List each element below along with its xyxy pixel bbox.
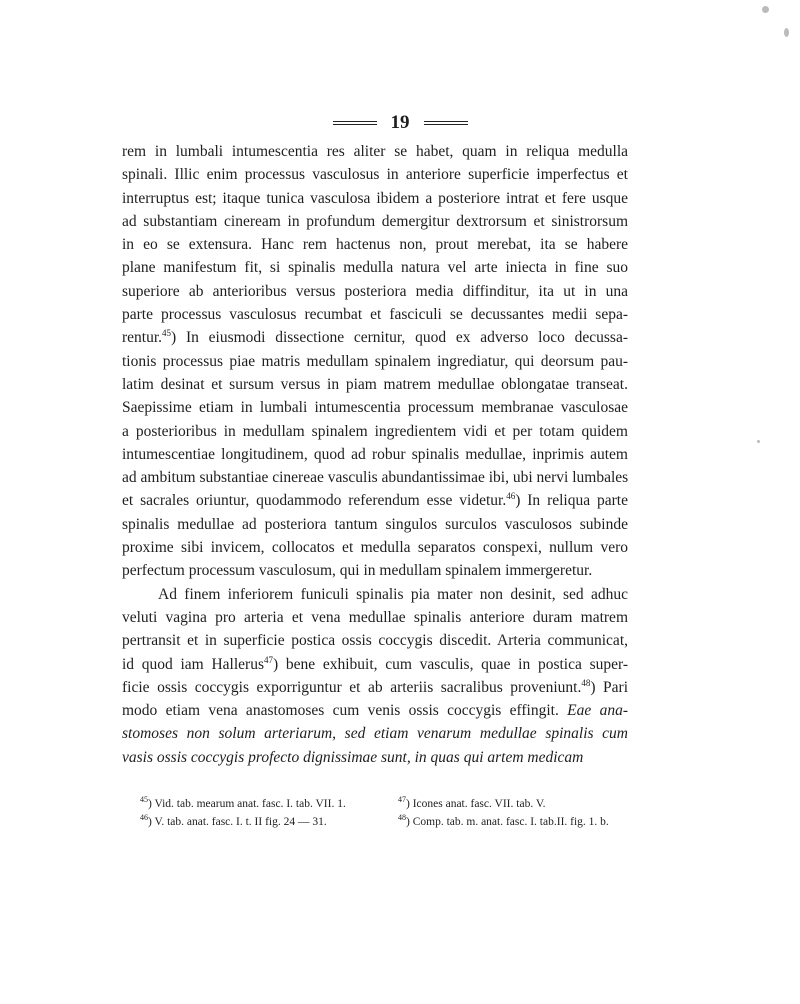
- footnote-text: ) Icones anat. fasc. VII. tab. V.: [406, 798, 546, 810]
- footnotes-left-column: [140, 795, 346, 831]
- footnote: [398, 795, 609, 813]
- text-line: ad ambitum substantiae cinereae vasculis abundantissimae ibi, ubi nervi lumbales: [122, 469, 629, 487]
- text-span: ) In eiusmodi dissectione cernitur, quod ex adverso loco decussa-: [171, 329, 628, 347]
- footnote: [398, 813, 609, 831]
- scan-speck: [757, 440, 760, 443]
- text-line: interruptus est; itaque tunica vasculosa ibidem a posteriore intrat et fere usque: [122, 189, 628, 207]
- text-line: [122, 722, 628, 745]
- text-span: id quod iam Hallerus: [122, 655, 264, 673]
- footnote-text: ) Comp. tab. m. anat. fasc. I. tab.II. fig. 1. b.: [406, 816, 609, 828]
- text-line: [122, 489, 628, 512]
- footnote-number: 45: [140, 795, 148, 805]
- italic-text: stomoses non solum arteriarum, sed etiam venarum medullae spinalis cum: [122, 725, 628, 743]
- text-span: ficie ossis coccygis exporriguntur et ab arteriis sacralibus proveniunt.: [122, 678, 582, 696]
- header-rule-right: [424, 121, 468, 125]
- footnote-ref: 47: [263, 654, 273, 665]
- text-line: parte processus vasculosus recumbat et fasciculi se decussantes medii sepa-: [122, 306, 628, 324]
- text-line: [122, 699, 628, 722]
- italic-text: Eae ana-: [567, 702, 628, 720]
- footnote-ref: 48: [581, 677, 591, 688]
- text-span: ) Pari: [590, 678, 628, 696]
- text-line: [122, 326, 628, 349]
- footnote: [140, 813, 346, 831]
- text-line: tionis processus piae matris medullam spinalem ingrediatur, qui deorsum pau-: [122, 352, 628, 370]
- text-line: superiore ab anterioribus versus posteriora media diffinditur, ita ut in una: [122, 282, 628, 300]
- text-span: ) bene exhibuit, cum vasculis, quae in postica super-: [272, 655, 628, 673]
- text-line: spinalis medullae ad posteriora tantum singulos surculos vasculosos subinde: [122, 515, 628, 533]
- footnote-ref: 46: [506, 491, 516, 502]
- text-line: pertransit et in superficie postica ossis coccygis discedit. Arteria communicat,: [122, 632, 628, 650]
- footnote-text: ) V. tab. anat. fasc. I. t. II fig. 24 — 31.: [148, 816, 327, 828]
- text-line: intumescentiae longitudinem, quod ad robur spinalis medullae, inprimis autem: [122, 445, 628, 463]
- text-line: plane manifestum fit, si spinalis medulla natura vel arte iniecta in fine suo: [122, 259, 628, 277]
- header-rule-left: [333, 121, 377, 125]
- text-span: modo etiam vena anastomoses cum venis ossis coccygis effingit.: [122, 702, 568, 720]
- footnote-text: ) Vid. tab. mearum anat. fasc. I. tab. VII. 1.: [148, 798, 346, 810]
- scan-speck: [762, 6, 769, 13]
- text-line: [122, 676, 628, 699]
- page-number: 19: [390, 112, 410, 133]
- text-line: [122, 746, 628, 769]
- text-line: in eo se extensura. Hanc rem hactenus non, prout merebat, ita se habere: [122, 236, 628, 254]
- text-line: latim desinat et sursum versus in piam matrem medullae oblongatae transeat.: [122, 375, 628, 393]
- text-line: spinali. Illic enim processus vasculosus in anteriore superficie imperfectus et: [122, 166, 628, 184]
- body-text: [122, 140, 628, 769]
- footnote-number: 48: [398, 813, 406, 823]
- scan-speck: [784, 28, 789, 37]
- text-line: a posterioribus in medullam spinalem ingredientem vidi et per totam quidem: [122, 422, 628, 440]
- text-span: et sacrales oriuntur, quodammodo referendum esse videtur.: [122, 492, 507, 510]
- footnote: [140, 795, 346, 813]
- text-span: rentur.: [122, 329, 163, 347]
- footnotes-right-column: [398, 795, 609, 831]
- footnote-number: 47: [398, 795, 406, 805]
- text-span: ) In reliqua parte: [515, 492, 628, 510]
- text-line: veluti vagina pro arteria et vena medullae spinalis anteriore duram matrem: [122, 608, 628, 626]
- text-line: Saepissime etiam in lumbali intumescentia processum membranae vasculosae: [122, 399, 628, 417]
- italic-text: vasis ossis coccygis profecto dignissimae sunt, in quas qui artem medicam: [122, 748, 584, 766]
- text-line: ad substantiam cineream in profundum demergitur dextrorsum et sinistrorsum: [122, 212, 628, 230]
- text-line: [122, 653, 628, 676]
- text-line: Ad finem inferiorem funiculi spinalis pia mater non desinit, sed adhuc: [158, 585, 628, 603]
- footnote-ref: 45: [162, 328, 172, 339]
- text-line: proxime sibi invicem, collocatos et medulla separatos conspexi, nullum vero: [122, 539, 628, 557]
- footnote-number: 46: [140, 813, 148, 823]
- page-header: [0, 112, 800, 134]
- text-line: perfectum processum vasculosum, qui in medullam spinalem immergeretur.: [122, 562, 593, 580]
- text-line: rem in lumbali intumescentia res aliter se habet, quam in reliqua medulla: [122, 143, 628, 160]
